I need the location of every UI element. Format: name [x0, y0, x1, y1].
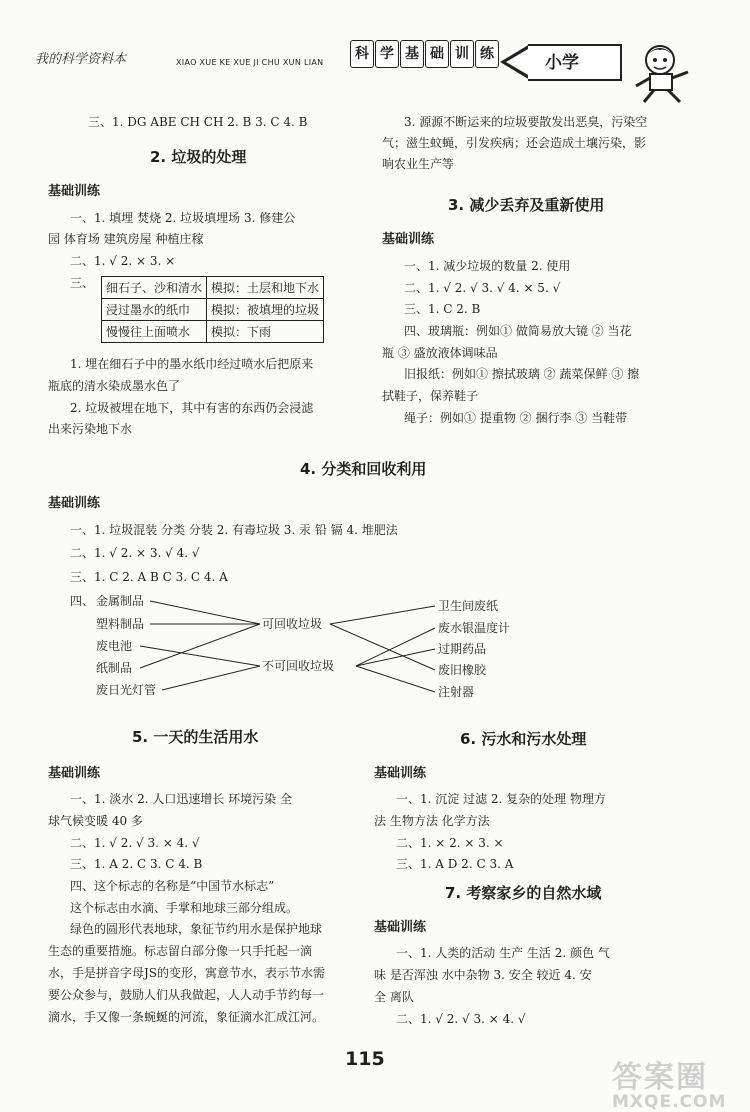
answer-line: 绳子：例如① 提重物 ② 捆行李 ③ 当鞋带: [404, 411, 628, 425]
table-cell: 慢慢往上面喷水: [102, 321, 207, 343]
answer-line: 要公众参与，鼓励人们从我做起，人人动手节约每一: [48, 988, 325, 1002]
section-title-4: 4. 分类和回收利用: [300, 460, 427, 478]
header-series-name: 我的科学资料本: [35, 52, 127, 67]
answer-line: 一、1. 淡水 2. 人口迅速增长 环境污染 全: [70, 792, 292, 806]
matching-left-item: 塑料制品: [96, 617, 145, 631]
answer-line: 3. 源源不断运来的垃圾要散发出恶臭，污染空: [404, 115, 648, 129]
answer-line: 出来污染地下水: [48, 422, 133, 436]
matching-right-item: 卫生间废纸: [438, 599, 499, 613]
table-cell: 细石子、沙和清水: [102, 277, 207, 299]
page-number: 115: [345, 1048, 385, 1070]
answer-line: 这个标志由水滴、手掌和地球三部分组成。: [70, 901, 299, 915]
matching-right-item: 过期药品: [438, 642, 487, 656]
section-subtitle: 基础训练: [382, 232, 435, 247]
answer-line: 园 体育场 建筑房屋 种植庄稼: [48, 232, 204, 246]
matching-left-item: 废电池: [96, 639, 133, 653]
answer-line: 三、1. A 2. C 3. C 4. B: [70, 857, 203, 871]
matching-category: 不可回收垃圾: [262, 659, 335, 673]
answer-line: 全 离队: [374, 990, 414, 1004]
watermark-url: MXQE.COM: [612, 1092, 727, 1112]
answer-line: 四、玻璃瓶：例如① 做简易放大镜 ② 当花: [404, 324, 632, 338]
header-badge: 础: [425, 40, 449, 68]
matching-right-item: 注射器: [438, 685, 475, 699]
answer-line: 球气候变暖 40 多: [48, 814, 143, 828]
section-title-7: 7. 考察家乡的自然水域: [445, 884, 602, 902]
answer-line: 三、1. C 2. A B C 3. C 4. A: [70, 570, 228, 584]
answer-line: 一、1. 减少垃圾的数量 2. 使用: [404, 259, 571, 273]
answer-line: 滴水，手又像一条蜿蜒的河流，象征滴水汇成江河。: [48, 1010, 325, 1024]
answer-line: 水，手是拼音字母JS的变形，寓意节水，表示节水需: [48, 966, 326, 980]
matching-left-item: 废日光灯管: [96, 683, 157, 697]
section-subtitle: 基础训练: [48, 184, 101, 199]
section-subtitle: 基础训练: [374, 920, 427, 935]
answer-line: 响农业生产等: [382, 157, 455, 171]
section-title-2: 2. 垃圾的处理: [150, 148, 247, 166]
matching-left-item: 纸制品: [96, 661, 133, 675]
table-cell: 模拟：被填埋的垃圾: [207, 299, 324, 321]
answer-line: 生态的重要措施。标志留白部分像一只手托起一滴: [48, 944, 313, 958]
section-title-5: 5. 一天的生活用水: [132, 728, 259, 746]
answer-line: 绿色的圆形代表地球，象征节约用水是保护地球: [70, 922, 323, 936]
section-subtitle: 基础训练: [48, 496, 101, 511]
answer-line: 三、1. C 2. B: [404, 302, 481, 316]
matching-right-item: 废旧橡胶: [438, 663, 487, 677]
answer-line: 法 生物方法 化学方法: [374, 814, 490, 828]
header-badge: 练: [475, 40, 499, 68]
answer-line: 二、1. √ 2. √ 3. × 4. √: [396, 1012, 526, 1026]
table-cell: 模拟：下雨: [207, 321, 324, 343]
section-subtitle: 基础训练: [48, 766, 101, 781]
header-badge: 学: [375, 40, 399, 68]
section-subtitle: 基础训练: [374, 766, 427, 781]
table-cell: 模拟：土层和地下水: [207, 277, 324, 299]
answer-line: 气；滋生蚊蝇，引发疾病；还会造成土壤污染，影: [382, 136, 647, 150]
header-badge: 基: [400, 40, 424, 68]
answer-line: 二、1. √ 2. × 3. √ 4. √: [70, 546, 200, 560]
answer-line: 一、1. 填埋 焚烧 2. 垃圾填埋场 3. 修建公: [70, 211, 296, 225]
answer-line: 四、这个标志的名称是“中国节水标志”: [70, 879, 275, 893]
answer-line: 三、1. A D 2. C 3. A: [396, 857, 514, 871]
matching-category: 可回收垃圾: [262, 617, 323, 631]
header-pinyin: XIAO XUE KE XUE JI CHU XUN LIAN: [176, 58, 324, 67]
answer-line: 二、1. × 2. × 3. ×: [396, 836, 504, 850]
answer-line: 味 是否浑浊 水中杂物 3. 安全 较近 4. 安: [374, 968, 592, 982]
pencil-label: 小学: [545, 53, 579, 73]
answer-line: 1. 埋在细石子中的墨水纸巾经过喷水后把原来: [70, 357, 314, 371]
matching-right-item: 废水银温度计: [438, 621, 511, 635]
answer-line: 拭鞋子，保养鞋子: [382, 389, 479, 403]
watermark: [612, 1052, 726, 1112]
answer-line: 四、: [70, 594, 95, 608]
answer-line: 二、1. √ 2. √ 3. × 4. √: [70, 836, 200, 850]
section-title-6: 6. 污水和污水处理: [460, 730, 587, 748]
answer-line: 二、1. √ 2. × 3. ×: [70, 254, 176, 268]
answer-line: 瓶底的清水染成墨水色了: [48, 379, 181, 393]
answer-line: 瓶 ③ 盛放液体调味品: [382, 346, 498, 360]
answer-line: 2. 垃圾被埋在地下，其中有害的东西仍会浸滤: [70, 401, 314, 415]
header-badge: 训: [450, 40, 474, 68]
answer-line: 一、1. 人类的活动 生产 生活 2. 颜色 气: [396, 946, 610, 960]
header-badge: 科: [350, 40, 374, 68]
section-title-3: 3. 减少丢弃及重新使用: [448, 196, 605, 214]
answer-line: 旧报纸：例如① 擦拭玻璃 ② 蔬菜保鲜 ③ 擦: [404, 367, 640, 381]
watermark-text: 答案圈: [612, 1060, 708, 1095]
answer-line: 三、1. DG ABE CH CH 2. B 3. C 4. B: [88, 115, 308, 129]
answer-line: 二、1. √ 2. √ 3. √ 4. × 5. √: [404, 281, 561, 295]
answer-line: 一、1. 垃圾混装 分类 分装 2. 有毒垃圾 3. 汞 铅 镉 4. 堆肥法: [70, 523, 398, 537]
table-cell: 浸过墨水的纸巾: [102, 299, 207, 321]
matching-left-item: 金属制品: [96, 594, 145, 608]
answer-line: 一、1. 沉淀 过滤 2. 复杂的处理 物理方: [396, 792, 606, 806]
answer-line: 三、: [70, 276, 95, 290]
